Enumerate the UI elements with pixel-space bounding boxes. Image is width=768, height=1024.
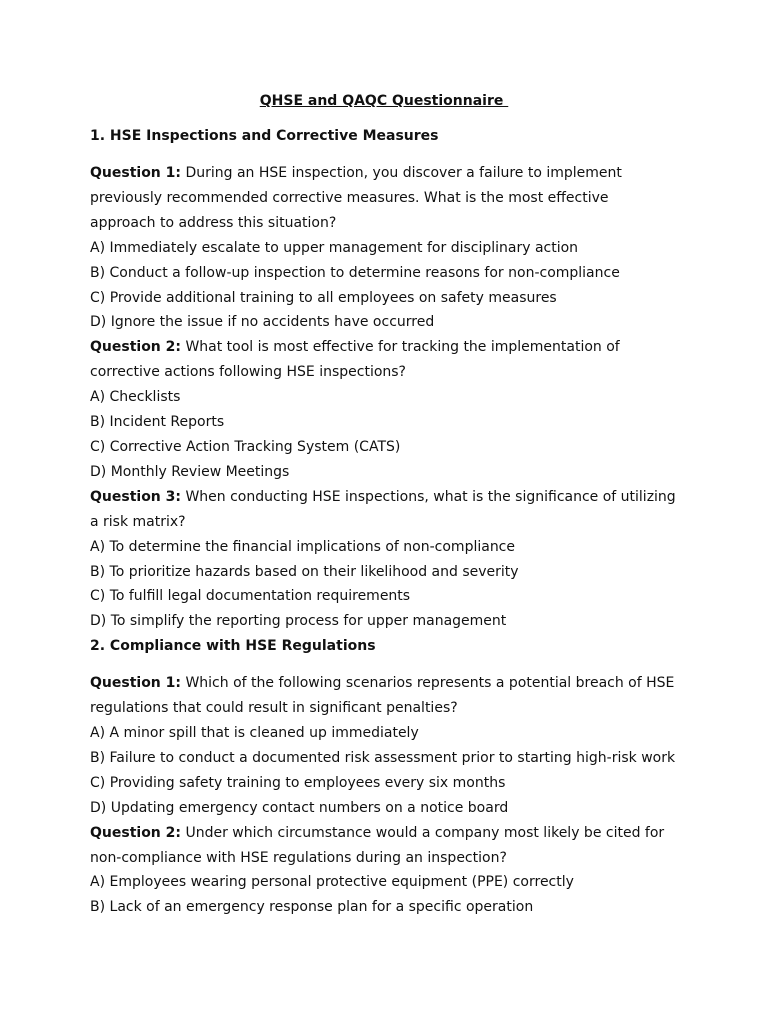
answer-option: A) Employees wearing personal protective equipment (PPE) correctly — [90, 874, 574, 891]
document-title: QHSE and QAQC Questionnaire — [259, 93, 509, 109]
question-body: When conducting HSE inspections, what is the significance of utilizing a risk matrix? — [90, 488, 676, 530]
question-block — [90, 821, 678, 921]
question-text — [90, 485, 678, 535]
section-heading: 1. HSE Inspections and Corrective Measures — [90, 128, 439, 144]
answer-option: C) Provide additional training to all employees on safety measures — [90, 289, 557, 306]
question-text — [90, 671, 678, 721]
answer-option: D) Updating emergency contact numbers on a notice board — [90, 799, 509, 816]
question-block — [90, 671, 678, 820]
answer-option: C) Providing safety training to employees every six months — [90, 774, 506, 791]
question-body: Which of the following scenarios represents a potential breach of HSE regulations that could result in significant penalties? — [90, 675, 675, 717]
question-text — [90, 335, 678, 385]
section-heading: 2. Compliance with HSE Regulations — [90, 638, 376, 655]
question-label: Question 2: — [90, 339, 181, 356]
question-label: Question 2: — [90, 824, 181, 841]
answer-option: C) Corrective Action Tracking System (CATS) — [90, 438, 401, 455]
answer-option: A) A minor spill that is cleaned up immediately — [90, 725, 419, 742]
question-label: Question 1: — [90, 675, 181, 692]
answer-option: B) Incident Reports — [90, 414, 225, 431]
answer-option: B) Conduct a follow-up inspection to determine reasons for non-compliance — [90, 264, 620, 281]
question-block — [90, 335, 678, 484]
answer-option: D) Ignore the issue if no accidents have occurred — [90, 314, 435, 331]
question-label: Question 3: — [90, 488, 181, 505]
answer-option: B) Failure to conduct a documented risk assessment prior to starting high-risk work — [90, 749, 676, 766]
question-label: Question 1: — [90, 165, 181, 181]
answer-option: A) To determine the financial implications of non-compliance — [90, 538, 515, 555]
answer-option: A) Immediately escalate to upper management for disciplinary action — [90, 239, 579, 256]
answer-option: B) Lack of an emergency response plan for a specific operation — [90, 899, 534, 916]
answer-option: A) Checklists — [90, 389, 181, 406]
answer-option: D) Monthly Review Meetings — [90, 463, 290, 480]
section-hse-compliance — [90, 636, 678, 920]
question-block — [90, 161, 678, 335]
section-hse-inspections — [90, 126, 678, 634]
question-block — [90, 485, 678, 634]
question-text — [90, 821, 678, 871]
question-body: What tool is most effective for tracking the implementation of corrective actions following HSE inspections? — [90, 339, 620, 381]
question-body: Under which circumstance would a company most likely be cited for non-compliance with HSE regulations during an inspection? — [90, 824, 665, 866]
answer-option: D) To simplify the reporting process for upper management — [90, 613, 507, 630]
answer-option: C) To fulfill legal documentation requirements — [90, 588, 411, 605]
question-text — [90, 161, 678, 236]
answer-option: B) To prioritize hazards based on their likelihood and severity — [90, 563, 519, 580]
question-body: During an HSE inspection, you discover a failure to implement previously recommended corrective measures. What is the most effective approach to address this situation? — [90, 165, 622, 231]
